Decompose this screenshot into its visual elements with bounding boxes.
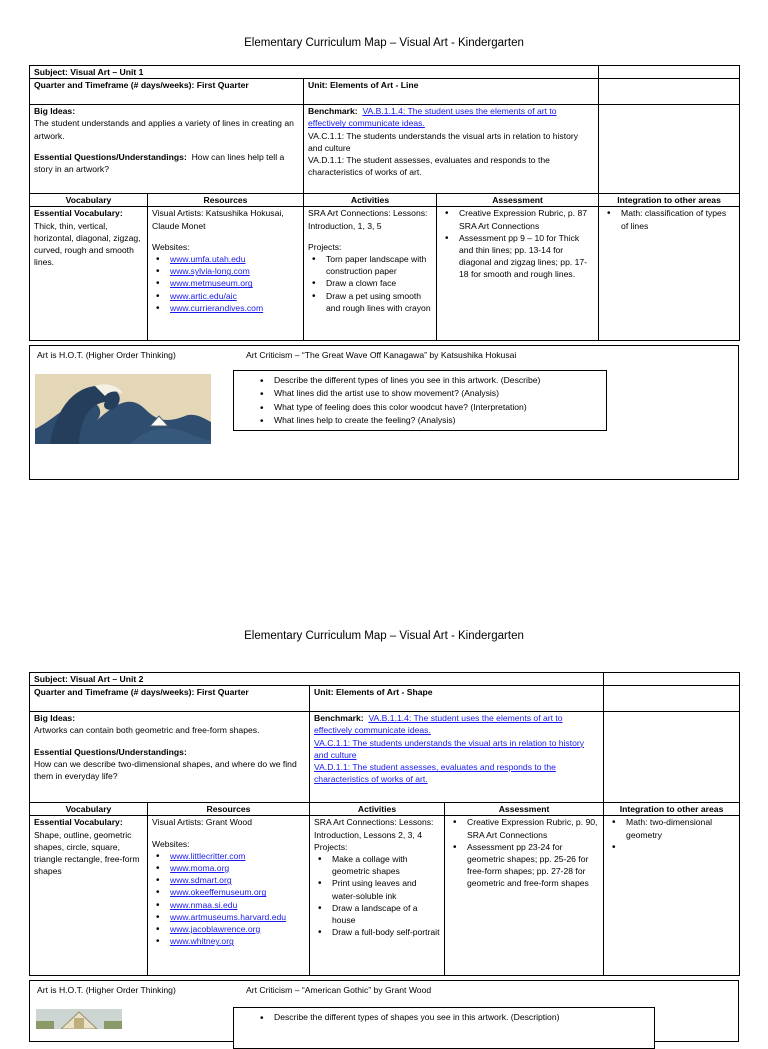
page-title: Elementary Curriculum Map – Visual Art - Kindergarten	[244, 37, 524, 49]
big-ideas-label: Big Ideas:	[34, 713, 76, 724]
header-assessment: Assessment	[445, 803, 604, 816]
header-assessment: Assessment	[437, 194, 599, 207]
project-item: • Draw a full-body self-portrait	[332, 926, 440, 938]
integration-cell	[599, 207, 740, 341]
projects-label: Projects:	[308, 241, 342, 252]
vocabulary-label: Essential Vocabulary:	[34, 817, 123, 828]
benchmark-text: VA.C.1.1: The students understands the visual arts in relation to history and culture	[308, 130, 579, 153]
hot-label: Art is H.O.T. (Higher Order Thinking)	[37, 985, 176, 995]
project-item: • Torn paper landscape with construction paper	[326, 253, 432, 277]
website-link[interactable]: www.umfa.utah.edu	[170, 254, 246, 265]
website-link[interactable]: www.currierandives.com	[170, 302, 264, 313]
empty-cell	[599, 105, 740, 194]
quarter-cell: Quarter and Timeframe (# days/weeks): First Quarter	[30, 79, 304, 105]
essential-questions-label: Essential Questions/Understandings:	[34, 151, 187, 162]
curriculum-table-unit-2	[29, 672, 740, 976]
header-resources: Resources	[148, 803, 310, 816]
visual-artists: Visual Artists: Grant Wood	[152, 817, 252, 828]
activities-text: SRA Art Connections: Lessons: Introduction, 1, 3, 5	[308, 208, 428, 231]
vocabulary-cell	[30, 816, 148, 976]
project-list	[314, 853, 440, 938]
essential-questions	[34, 151, 299, 175]
website-link[interactable]: www.nmaa.si.edu	[170, 899, 238, 910]
website-link[interactable]: www.sdmart.org	[170, 875, 232, 886]
integration-list	[608, 816, 735, 840]
hot-section-unit-2	[29, 980, 739, 1042]
empty-cell	[599, 66, 740, 79]
big-ideas-label: Big Ideas:	[34, 106, 76, 117]
benchmark-link[interactable]: VA.B.1.1.4: The student uses the elements of art to effectively communicate ideas.	[314, 713, 563, 736]
empty-cell	[604, 712, 740, 803]
integration-list	[603, 207, 735, 231]
question-item: • Describe the different types of lines you see in this artwork. (Describe)	[274, 374, 606, 387]
vocabulary-text: Thick, thin, vertical, horizontal, diagonal, zigzag, curved, rough and smooth lines.	[34, 220, 141, 268]
question-item: • What lines did the artist use to show movement? (Analysis)	[274, 387, 606, 400]
assessment-cell	[445, 816, 604, 976]
integration-item: • Math: classification of types of lines	[621, 207, 735, 231]
subject-cell: Subject: Visual Art – Unit 1	[30, 66, 599, 79]
big-ideas-cell	[30, 105, 304, 194]
project-item: • Print using leaves and water-soluble ink	[332, 877, 440, 901]
discussion-questions-box	[233, 370, 607, 431]
american-gothic-artwork-image	[36, 1009, 122, 1029]
project-item: • Draw a pet using smooth and rough lines with crayon	[326, 290, 432, 314]
websites-label: Websites:	[152, 838, 190, 849]
question-list	[234, 371, 606, 427]
subject-cell: Subject: Visual Art – Unit 2	[30, 673, 604, 686]
integration-cell	[604, 816, 740, 976]
website-link[interactable]: www.whitney.org	[170, 936, 234, 947]
header-resources: Resources	[148, 194, 304, 207]
essential-questions-text: How can we describe two-dimensional shapes, and where do we find them in everyday life?	[34, 758, 297, 782]
empty-cell	[604, 673, 740, 686]
big-ideas-text: Artworks can contain both geometric and free-form shapes.	[34, 725, 260, 736]
assessment-item: • Assessment pp 23-24 for geometric shapes; pp. 25-26 for free-form shapes; pp. 27-28 for geometric and free-form shapes	[467, 841, 599, 890]
assessment-list	[441, 207, 594, 280]
project-item: • Draw a clown face	[326, 277, 432, 289]
question-item: • What lines help to create the feeling? (Analysis)	[274, 414, 606, 427]
benchmark-link[interactable]: VA.B.1.1.4: The student uses the elements of art to effectively communicate ideas.	[308, 106, 557, 129]
question-item: • What type of feeling does this color woodcut have? (Interpretation)	[274, 401, 606, 414]
benchmark-link[interactable]: VA.C.1.1: The students understands the visual arts in relation to history and culture	[314, 737, 585, 760]
project-item: • Draw a landscape of a house	[332, 902, 440, 926]
art-criticism-title: Art Criticism – “American Gothic” by Grant Wood	[246, 985, 432, 995]
hot-label: Art is H.O.T. (Higher Order Thinking)	[37, 350, 176, 360]
website-link[interactable]: www.okeeffemuseum.org	[170, 887, 267, 898]
assessment-cell	[437, 207, 599, 341]
header-integration: Integration to other areas	[599, 194, 740, 207]
vocabulary-text: Shape, outline, geometric shapes, circle, square, triangle rectangle, free-form shapes	[34, 829, 140, 877]
benchmark-cell	[304, 105, 599, 194]
discussion-questions-box	[233, 1007, 655, 1049]
website-list	[152, 253, 299, 314]
website-link[interactable]: www.jacoblawrence.org	[170, 924, 261, 935]
empty-cell	[604, 686, 740, 712]
quarter-cell: Quarter and Timeframe (# days/weeks): First Quarter	[30, 686, 310, 712]
benchmark-cell	[310, 712, 604, 803]
website-link[interactable]: www.littlecritter.com	[170, 850, 246, 861]
big-ideas-cell	[30, 712, 310, 803]
essential-questions-text: How can lines help tell a story in an artwork?	[34, 151, 285, 175]
project-item: • Make a collage with geometric shapes	[332, 853, 440, 877]
header-integration: Integration to other areas	[604, 803, 740, 816]
projects-label: Projects:	[314, 841, 348, 852]
activities-text: SRA Art Connections: Lessons: Introduction, Lessons 2, 3, 4	[314, 817, 434, 840]
assessment-list	[449, 816, 599, 889]
hot-section-unit-1	[29, 345, 739, 480]
header-activities: Activities	[304, 194, 437, 207]
essential-questions-label: Essential Questions/Understandings:	[34, 746, 187, 757]
great-wave-artwork-image	[35, 374, 211, 444]
website-link[interactable]: www.moma.org	[170, 863, 230, 874]
website-link[interactable]: www.artmuseums.harvard.edu	[170, 911, 287, 922]
header-activities: Activities	[310, 803, 445, 816]
resources-cell	[148, 207, 304, 341]
header-vocabulary: Vocabulary	[30, 803, 148, 816]
resources-cell	[148, 816, 310, 976]
integration-item: • Math: two-dimensional geometry	[626, 816, 735, 840]
website-link[interactable]: www.metmuseum.org	[170, 278, 253, 289]
benchmark-link[interactable]: VA.D.1.1: The student assesses, evaluates and responds to the characteristics of works of art.	[314, 762, 556, 785]
header-vocabulary: Vocabulary	[30, 194, 148, 207]
website-link[interactable]: www.artic.edu/aic	[170, 290, 237, 301]
unit-cell: Unit: Elements of Art - Shape	[310, 686, 604, 712]
assessment-item: • Creative Expression Rubric, p. 90, SRA Art Connections	[467, 816, 599, 840]
curriculum-table-unit-1	[29, 65, 740, 341]
activities-cell	[304, 207, 437, 341]
assessment-item: • Creative Expression Rubric, p. 87 SRA Art Connections	[459, 207, 594, 231]
activities-cell	[310, 816, 445, 976]
empty-cell	[599, 79, 740, 105]
benchmark-label: Benchmark:	[308, 106, 358, 117]
benchmark-text: VA.D.1.1: The student assesses, evaluates and responds to the characteristics of works of art.	[308, 155, 550, 178]
benchmark-label: Benchmark:	[314, 713, 364, 724]
visual-artists: Visual Artists: Katsushika Hokusai, Claude Monet	[152, 208, 284, 231]
page-title: Elementary Curriculum Map – Visual Art - Kindergarten	[244, 630, 524, 642]
question-list	[234, 1008, 654, 1024]
question-item: • Describe the different types of shapes you see in this artwork. (Description)	[274, 1011, 654, 1024]
big-ideas-text: The student understands and applies a variety of lines in creating an artwork.	[34, 118, 294, 141]
vocabulary-label: Essential Vocabulary:	[34, 208, 123, 219]
website-list	[152, 850, 305, 948]
unit-cell: Unit: Elements of Art - Line	[304, 79, 599, 105]
websites-label: Websites:	[152, 241, 190, 252]
vocabulary-cell	[30, 207, 148, 341]
assessment-item: • Assessment pp 9 – 10 for Thick and thin lines; pp. 13-14 for diagonal and zigzag lines; pp. 17-18 for smooth and rough lines.	[459, 232, 594, 281]
website-link[interactable]: www.sylvia-long.com	[170, 266, 250, 277]
art-criticism-title: Art Criticism – “The Great Wave Off Kanagawa” by Katsushika Hokusai	[246, 350, 517, 360]
project-list	[308, 253, 432, 314]
